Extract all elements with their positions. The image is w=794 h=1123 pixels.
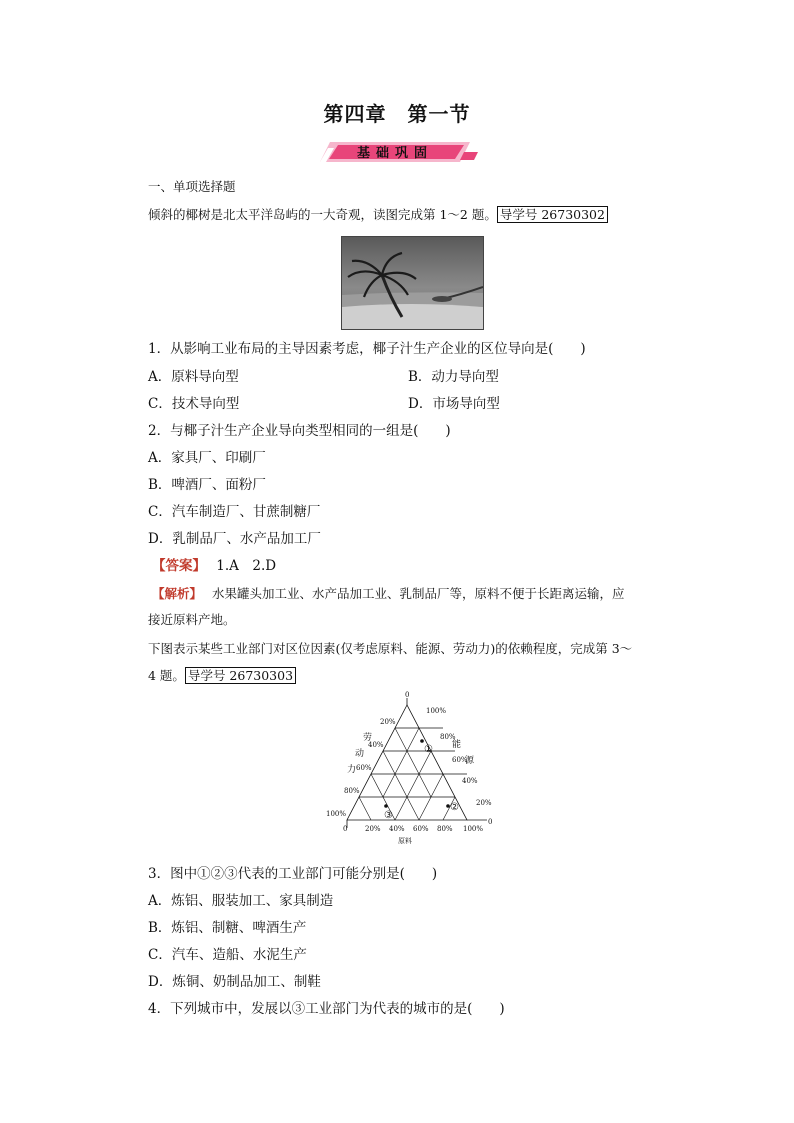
answer-text: 1.A 2.D	[216, 558, 277, 574]
left-tick-20: 20%	[380, 718, 396, 726]
left-axis-label-3: 力	[347, 765, 357, 775]
question-2-option-a: A．家具厂、印刷厂	[148, 450, 266, 466]
analysis-label: 【解析】	[152, 586, 203, 601]
intro-2-text-2: 4 题。	[148, 668, 185, 683]
right-tick-60: 60%	[452, 756, 468, 764]
question-3-option-d: D．炼铜、奶制品加工、制鞋	[148, 974, 321, 990]
analysis-line-1	[152, 585, 625, 603]
point-3-label: ③	[384, 810, 393, 821]
left-axis-label-2: 动	[355, 749, 365, 759]
right-axis-label-1: 能	[452, 740, 462, 750]
intro-1	[148, 206, 608, 224]
question-1-stem: 1．从影响工业布局的主导因素考虑，椰子汁生产企业的区位导向是( )	[148, 341, 586, 357]
question-3-stem: 3．图中①②③代表的工业部门可能分别是( )	[148, 866, 438, 882]
bottom-tick-100: 100%	[463, 825, 484, 833]
section-heading: 一、单项选择题	[148, 179, 236, 194]
left-axis-label-1: 劳	[363, 733, 373, 743]
point-1-marker	[420, 739, 424, 743]
bottom-axis-label: 原料	[398, 837, 412, 845]
left-tick-60: 60%	[356, 764, 372, 772]
bottom-tick-20: 20%	[365, 825, 381, 833]
page-title: 第四章 第一节	[323, 102, 471, 126]
question-2-option-b: B．啤酒厂、面粉厂	[148, 477, 266, 493]
palm-tree-photo	[341, 236, 484, 330]
section-banner	[320, 140, 478, 164]
guide-number-2: 导学号 26730303	[185, 667, 296, 684]
question-1-option-d: D．市场导向型	[408, 396, 500, 412]
question-2-option-c: C．汽车制造厂、甘蔗制糖厂	[148, 504, 321, 520]
right-tick-20: 20%	[476, 799, 492, 807]
point-1-label: ①	[424, 744, 433, 755]
intro-1-text: 倾斜的椰树是北太平洋岛屿的一大奇观，读图完成第 1～2 题。	[148, 207, 497, 222]
left-tick-0: 0	[405, 691, 410, 699]
question-1-option-b: B．动力导向型	[408, 369, 499, 385]
analysis-line-2: 接近原料产地。	[148, 612, 236, 627]
question-3-option-b: B．炼铝、制糖、啤酒生产	[148, 920, 307, 936]
question-2-stem: 2．与椰子汁生产企业导向类型相同的一组是( )	[148, 423, 451, 439]
question-3-option-a: A．炼铝、服装加工、家具制造	[148, 893, 334, 909]
right-axis-label-2: 源	[465, 756, 475, 766]
question-2-option-d: D．乳制品厂、水产品加工厂	[148, 531, 321, 547]
left-tick-100: 100%	[326, 810, 347, 818]
banner-label: 基础巩固	[356, 146, 433, 161]
bottom-tick-40: 40%	[389, 825, 405, 833]
left-tick-40: 40%	[368, 741, 384, 749]
right-tick-100: 100%	[426, 707, 447, 715]
answer-label: 【答案】	[152, 558, 206, 574]
question-4-stem: 4．下列城市中，发展以③工业部门为代表的城市的是( )	[148, 1001, 505, 1017]
point-2-label: ②	[450, 802, 459, 813]
ternary-diagram	[322, 690, 498, 845]
left-tick-80: 80%	[344, 787, 360, 795]
right-tick-0: 0	[488, 818, 493, 826]
point-3-marker	[384, 804, 388, 808]
bottom-tick-0: 0	[343, 825, 348, 833]
bottom-tick-60: 60%	[413, 825, 429, 833]
bottom-tick-80: 80%	[437, 825, 453, 833]
guide-number-1: 导学号 26730302	[497, 206, 608, 223]
right-tick-80: 80%	[440, 733, 456, 741]
right-tick-40: 40%	[462, 777, 478, 785]
answer-line	[152, 557, 276, 575]
question-3-option-c: C．汽车、造船、水泥生产	[148, 947, 307, 963]
intro-2-line-1: 下图表示某些工业部门对区位因素(仅考虑原料、能源、劳动力)的依赖程度，完成第 3～	[148, 641, 633, 656]
question-1-option-c: C．技术导向型	[148, 396, 240, 412]
question-1-option-a: A．原料导向型	[148, 369, 239, 385]
analysis-text-1: 水果罐头加工业、水产品加工业、乳制品厂等，原料不便于长距离运输，应	[212, 586, 625, 601]
intro-2-line-2	[148, 667, 296, 685]
